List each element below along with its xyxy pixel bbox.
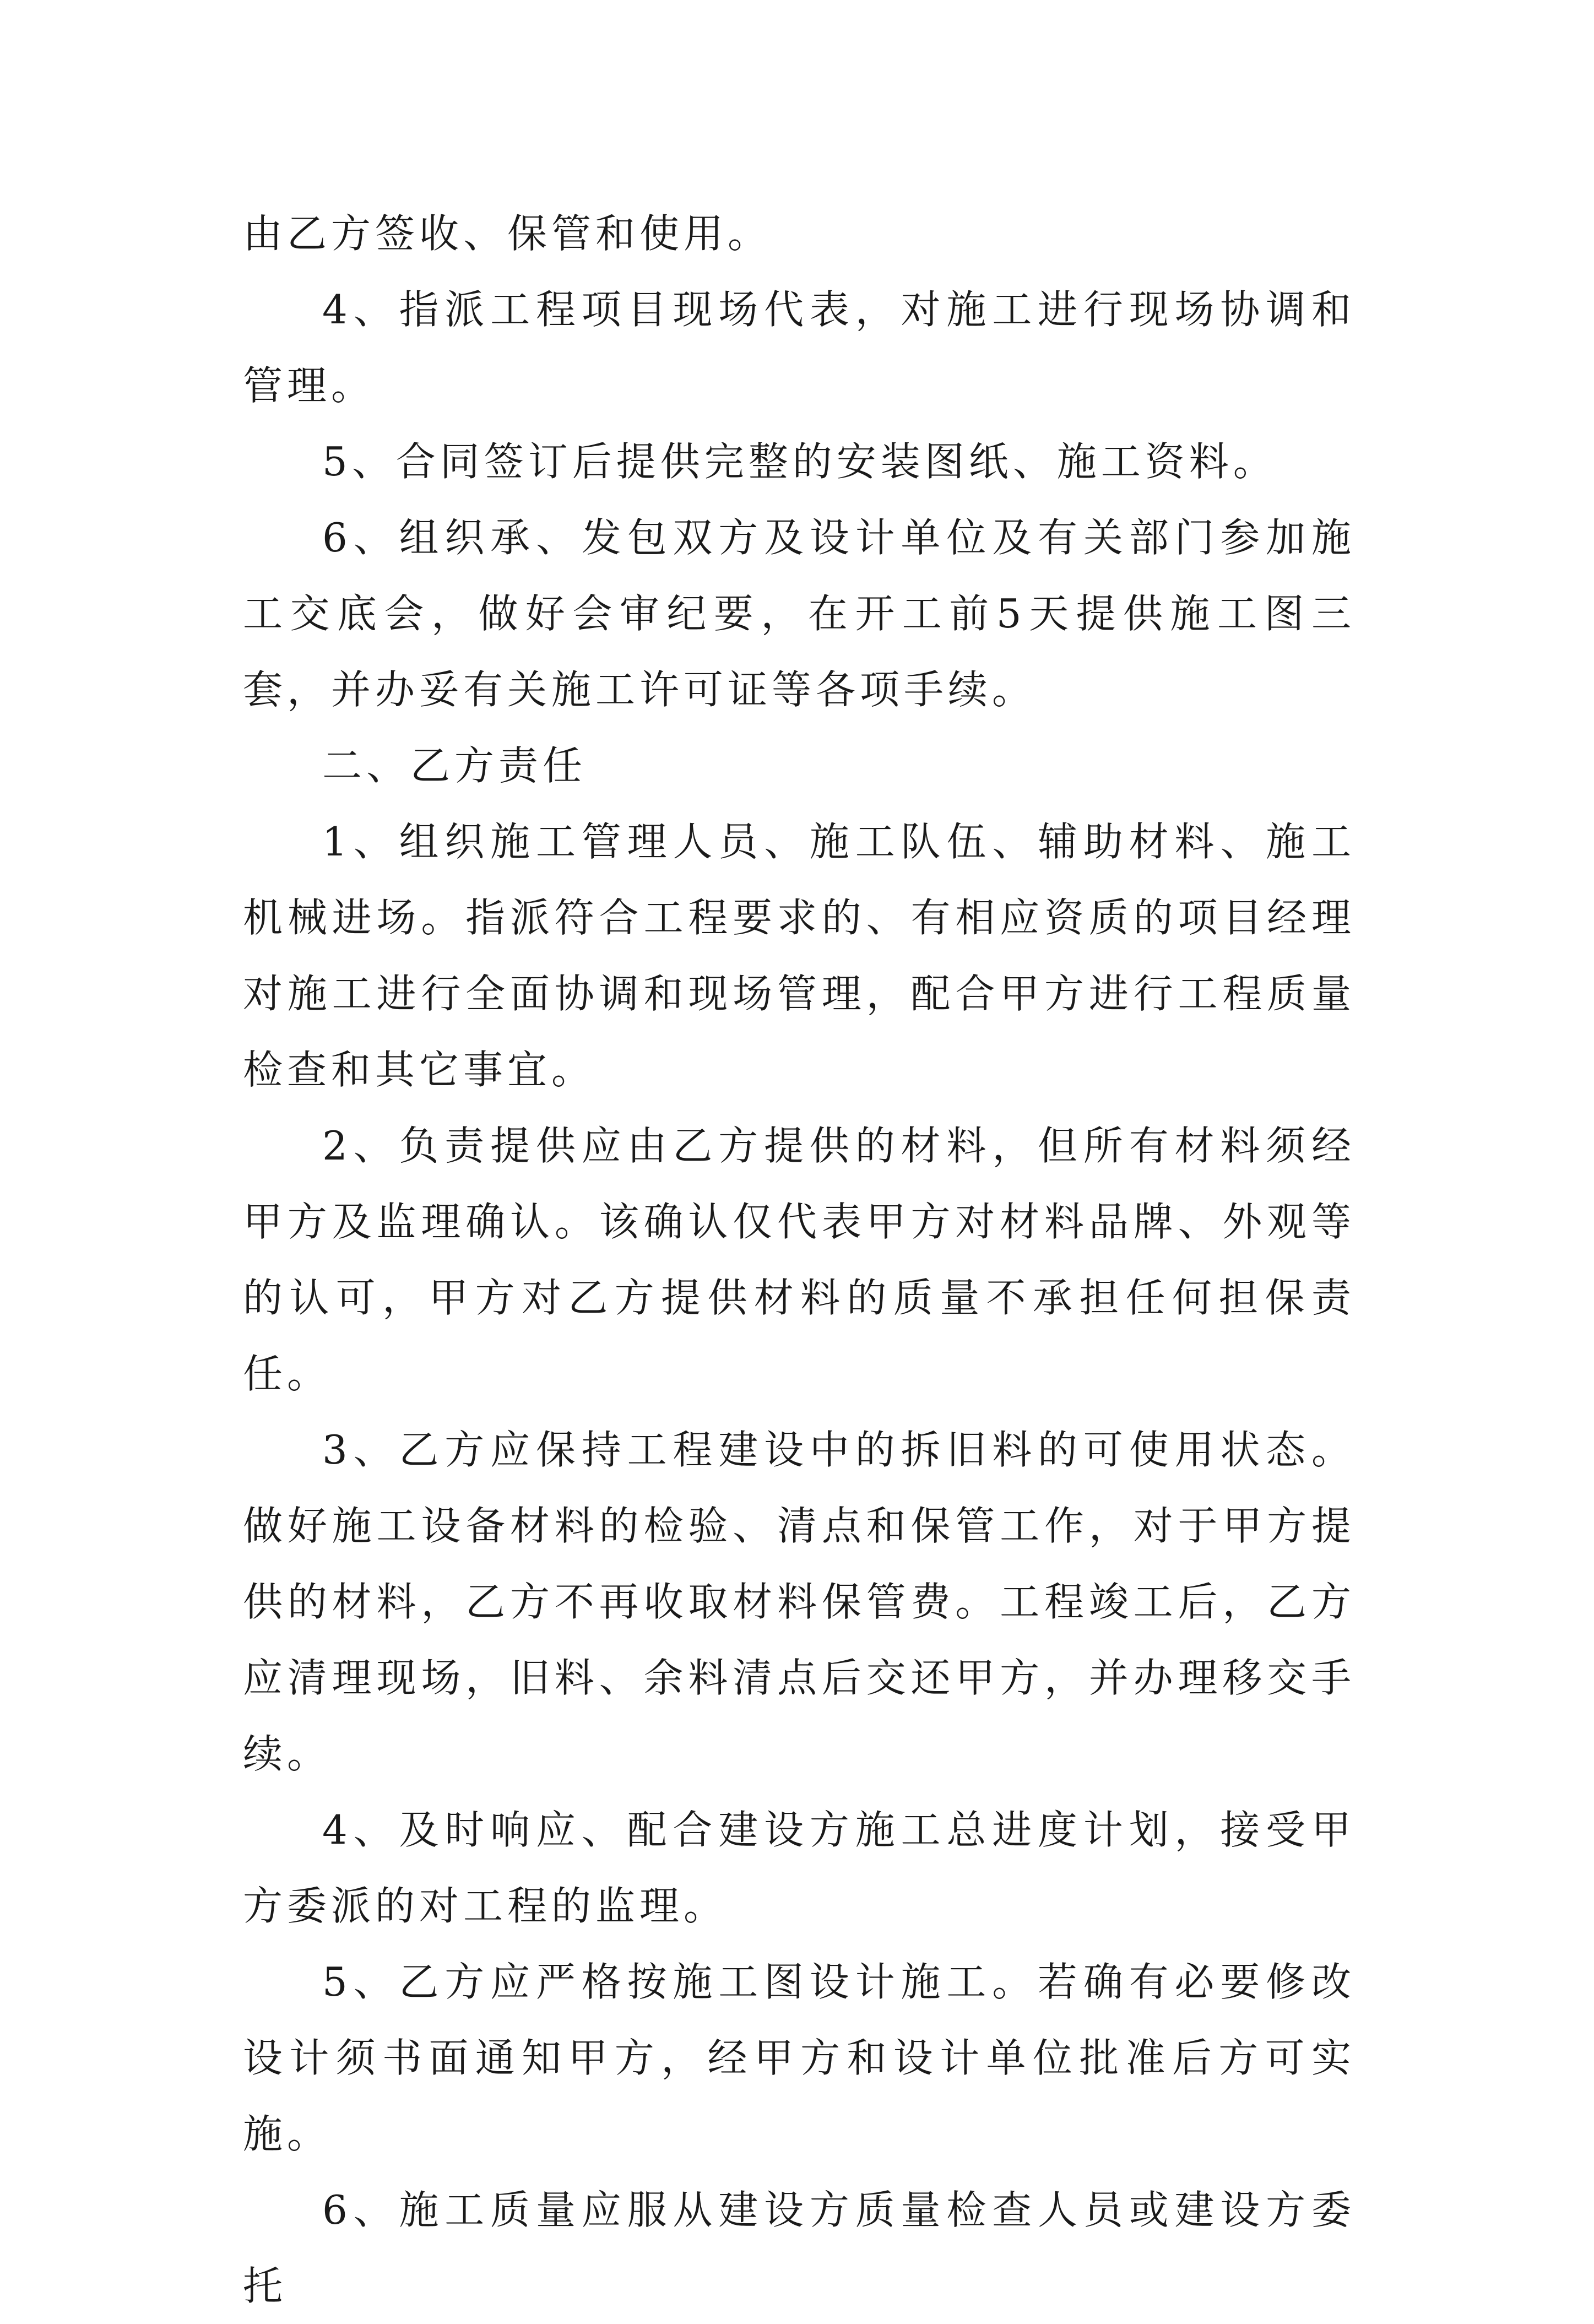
paragraph: 4、及时响应、配合建设方施工总进度计划，接受甲方委派的对工程的监理。 [243,1807,1356,1929]
section-heading: 二、乙方责任 [322,743,587,789]
paragraph: 6、施工质量应服从建设方质量检查人员或建设方委托 [243,2187,1356,2309]
paragraph: 4、指派工程项目现场代表，对施工进行现场协调和管理。 [243,286,1356,409]
paragraph: 3、乙方应保持工程建设中的拆旧料的可使用状态。做好施工设备材料的检验、清点和保管工作，对于甲方提供的材料，乙方不再收取材料保管费。工程竣工后，乙方应清理现场，旧料、余料清点后交还甲方，并办理移交手续。 [243,1427,1356,1777]
paragraph: 5、乙方应严格按施工图设计施工。若确有必要修改设计须书面通知甲方，经甲方和设计单位批准后方可实施。 [243,1959,1356,2157]
paragraph: 由乙方签收、保管和使用。 [243,210,772,257]
paragraph: 5、合同签订后提供完整的安装图纸、施工资料。 [322,438,1277,485]
paragraph: 6、组织承、发包双方及设计单位及有关部门参加施工交底会，做好会审纪要，在开工前5天提供施工图三套，并办妥有关施工许可证等各项手续。 [243,514,1356,713]
paragraph: 2、负责提供应由乙方提供的材料，但所有材料须经甲方及监理确认。该确认仅代表甲方对材料品牌、外观等的认可，甲方对乙方提供材料的质量不承担任何担保责任。 [243,1123,1356,1397]
document-body [243,196,1356,2324]
paragraph: 1、组织施工管理人员、施工队伍、辅助材料、施工机械进场。指派符合工程要求的、有相应资质的项目经理对施工进行全面协调和现场管理，配合甲方进行工程质量检查和其它事宜。 [243,819,1356,1093]
